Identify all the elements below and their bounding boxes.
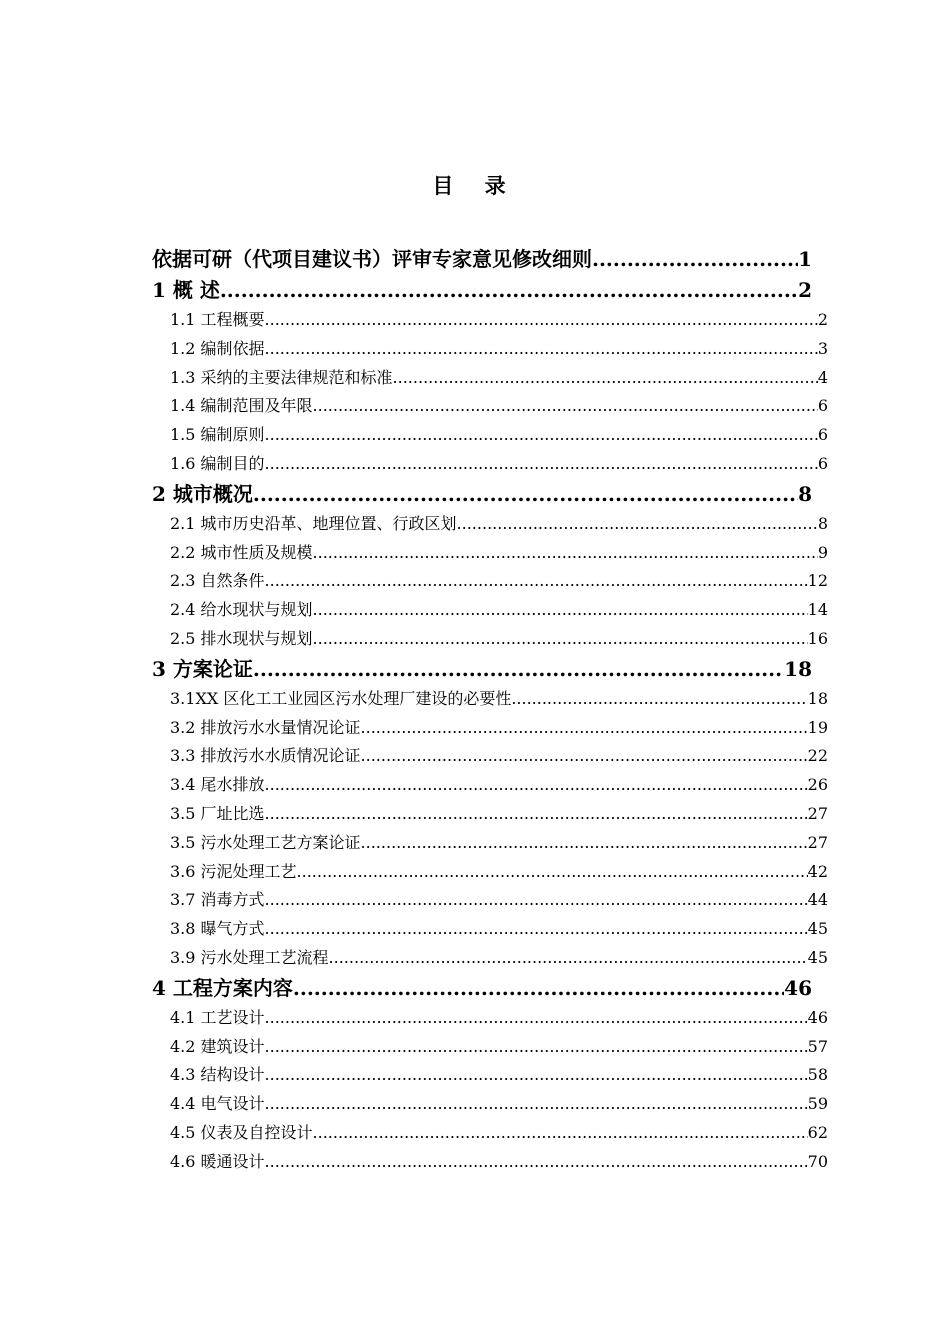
toc-section-entry[interactable] (152, 886, 828, 915)
toc-section-entry[interactable] (152, 685, 828, 714)
toc-section-entry[interactable] (152, 625, 828, 654)
toc-section-entry[interactable] (152, 539, 828, 568)
toc-page-number: 18 (807, 688, 828, 708)
toc-leader-dots (253, 654, 784, 685)
toc-leader-dots (457, 510, 818, 539)
toc-chapter-entry[interactable] (152, 973, 812, 1004)
toc-page-number: 59 (807, 1094, 828, 1114)
toc-entry-label: 3 方案论证 (152, 656, 253, 681)
toc-section-entry[interactable] (152, 364, 828, 393)
toc-page-number: 44 (807, 890, 828, 910)
toc-leader-dots (265, 800, 808, 829)
toc-leader-dots (293, 973, 784, 1004)
toc-section-entry[interactable] (152, 800, 828, 829)
toc-leader-dots (313, 392, 818, 421)
toc-page-number: 2 (798, 278, 812, 302)
toc-page-number: 46 (784, 975, 812, 1000)
toc-section-entry[interactable] (152, 915, 828, 944)
toc-chapter-entry[interactable] (152, 244, 812, 275)
toc-page-number: 12 (807, 571, 828, 591)
toc-entry-label: 依据可研（代项目建议书）评审专家意见修改细则 (152, 247, 592, 271)
toc-entry-label: 3.5 厂址比选 (170, 803, 265, 823)
toc-entry-label: 1.5 编制原则 (170, 425, 265, 445)
toc-leader-dots (361, 714, 808, 743)
toc-entry-label: 3.2 排放污水水量情况论证 (170, 717, 361, 737)
toc-section-entry[interactable] (152, 1061, 828, 1090)
toc-chapter-entry[interactable] (152, 654, 812, 685)
toc-section-entry[interactable] (152, 596, 828, 625)
toc-leader-dots (297, 858, 808, 887)
toc-page-number: 16 (807, 628, 828, 648)
toc-leader-dots (361, 829, 808, 858)
toc-leader-dots (313, 1119, 808, 1148)
toc-entry-label: 1 概 述 (152, 278, 220, 302)
toc-entry-label: 3.5 污水处理工艺方案论证 (170, 832, 361, 852)
toc-section-entry[interactable] (152, 1004, 828, 1033)
toc-leader-dots (265, 450, 818, 479)
table-of-contents (152, 244, 832, 1177)
toc-page-number: 14 (807, 600, 828, 620)
toc-section-entry[interactable] (152, 567, 828, 596)
toc-page-number: 42 (807, 861, 828, 881)
toc-entry-label: 1.6 编制目的 (170, 453, 265, 473)
toc-section-entry[interactable] (152, 306, 828, 335)
toc-page-number: 8 (817, 513, 828, 533)
toc-leader-dots (313, 596, 808, 625)
toc-page-number: 27 (807, 803, 828, 823)
toc-page-number: 57 (807, 1036, 828, 1056)
toc-section-entry[interactable] (152, 392, 828, 421)
toc-section-entry[interactable] (152, 858, 828, 887)
toc-leader-dots (265, 1004, 808, 1033)
toc-title: 目 录 (432, 173, 518, 198)
toc-entry-label: 3.9 污水处理工艺流程 (170, 947, 329, 967)
toc-entry-label: 2.3 自然条件 (170, 571, 265, 591)
toc-entry-label: 2.2 城市性质及规模 (170, 542, 313, 562)
toc-page-number: 22 (807, 746, 828, 766)
toc-entry-label: 3.7 消毒方式 (170, 890, 265, 910)
toc-leader-dots (265, 1061, 808, 1090)
toc-section-entry[interactable] (152, 1033, 828, 1062)
toc-entry-label: 2.5 排水现状与规划 (170, 628, 313, 648)
toc-entry-label: 3.4 尾水排放 (170, 775, 265, 795)
toc-page-number: 6 (817, 425, 828, 445)
toc-page-number: 3 (817, 338, 828, 358)
toc-page-number: 18 (784, 656, 812, 681)
toc-entry-label: 2 城市概况 (152, 481, 253, 506)
toc-page-number: 6 (817, 453, 828, 473)
toc-leader-dots (265, 1090, 808, 1119)
toc-entry-label: 4.3 结构设计 (170, 1065, 265, 1085)
toc-entry-label: 1.3 采纳的主要法律规范和标准 (170, 367, 393, 387)
toc-leader-dots (313, 625, 808, 654)
toc-page-number: 6 (817, 396, 828, 416)
toc-leader-dots (265, 1033, 808, 1062)
toc-section-entry[interactable] (152, 944, 828, 973)
toc-section-entry[interactable] (152, 742, 828, 771)
toc-leader-dots (265, 1148, 808, 1177)
toc-leader-dots (220, 275, 798, 306)
toc-leader-dots (265, 306, 818, 335)
toc-entry-label: 3.1XX 区化工工业园区污水处理厂建设的必要性 (170, 688, 512, 708)
toc-page-number: 46 (807, 1007, 828, 1027)
toc-page-number: 26 (807, 775, 828, 795)
toc-entry-label: 2.1 城市历史沿革、地理位置、行政区划 (170, 513, 457, 533)
toc-leader-dots (511, 685, 807, 714)
toc-section-entry[interactable] (152, 771, 828, 800)
toc-section-entry[interactable] (152, 450, 828, 479)
toc-page-number: 19 (807, 717, 828, 737)
toc-page-number: 8 (798, 481, 812, 506)
toc-leader-dots (313, 539, 818, 568)
toc-entry-label: 1.1 工程概要 (170, 310, 265, 329)
toc-section-entry[interactable] (152, 421, 828, 450)
toc-leader-dots (265, 886, 808, 915)
toc-leader-dots (361, 742, 808, 771)
toc-entry-label: 1.4 编制范围及年限 (170, 396, 313, 416)
toc-entry-label: 4.5 仪表及自控设计 (170, 1122, 313, 1142)
toc-section-entry[interactable] (152, 1148, 828, 1177)
toc-leader-dots (265, 771, 808, 800)
toc-entry-label: 4 工程方案内容 (152, 975, 293, 1000)
toc-entry-label: 3.6 污泥处理工艺 (170, 861, 297, 881)
toc-leader-dots (253, 479, 798, 510)
toc-entry-label: 2.4 给水现状与规划 (170, 600, 313, 620)
toc-page-number: 58 (807, 1065, 828, 1085)
toc-page-number: 70 (807, 1151, 828, 1171)
toc-section-entry[interactable] (152, 829, 828, 858)
toc-entry-label: 3.8 曝气方式 (170, 919, 265, 939)
toc-section-entry[interactable] (152, 335, 828, 364)
toc-entry-label: 4.4 电气设计 (170, 1094, 265, 1114)
toc-entry-label: 4.6 暖通设计 (170, 1151, 265, 1171)
toc-leader-dots (265, 915, 808, 944)
toc-section-entry[interactable] (152, 1090, 828, 1119)
toc-entry-label: 3.3 排放污水水质情况论证 (170, 746, 361, 766)
toc-page-number: 1 (798, 247, 812, 271)
toc-chapter-entry[interactable] (152, 479, 812, 510)
toc-entry-label: 4.1 工艺设计 (170, 1007, 265, 1027)
toc-leader-dots (393, 364, 818, 393)
toc-leader-dots (265, 421, 818, 450)
toc-section-entry[interactable] (152, 714, 828, 743)
toc-page-number: 4 (817, 367, 828, 387)
toc-page-number: 2 (817, 310, 828, 329)
toc-chapter-entry[interactable] (152, 275, 812, 306)
toc-leader-dots (265, 567, 808, 596)
toc-page-number: 45 (807, 919, 828, 939)
toc-page-number: 45 (807, 947, 828, 967)
toc-leader-dots (329, 944, 808, 973)
toc-leader-dots (592, 244, 798, 275)
toc-page-number: 27 (807, 832, 828, 852)
toc-page-number: 9 (817, 542, 828, 562)
toc-entry-label: 4.2 建筑设计 (170, 1036, 265, 1056)
toc-section-entry[interactable] (152, 1119, 828, 1148)
toc-section-entry[interactable] (152, 510, 828, 539)
toc-entry-label: 1.2 编制依据 (170, 338, 265, 358)
toc-leader-dots (265, 335, 818, 364)
toc-page-number: 62 (807, 1122, 828, 1142)
